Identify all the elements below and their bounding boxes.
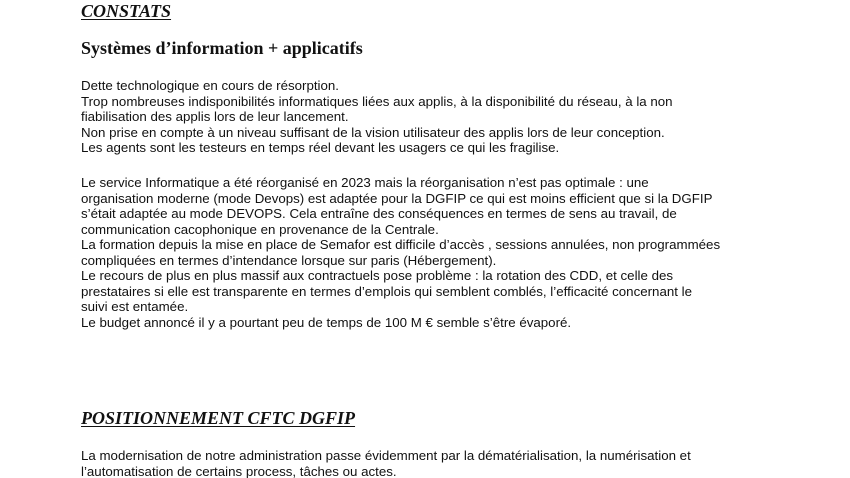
text-line: prestataires si elle est transparente en termes d’emplois qui semblent comblés, l’efficacité concernant le [81,283,692,299]
constats-paragraph-2 [81,175,821,330]
text-line: l’automatisation de certains process, tâches ou actes. [81,463,397,478]
section-heading-positionnement: POSITIONNEMENT CFTC DGFIP [81,408,356,428]
text-line: compliquées en termes d’intendance lorsque sur paris (Hébergement). [81,252,497,268]
text-line: Le service Informatique a été réorganisé en 2023 mais la réorganisation n’est pas optimale : une [81,175,649,190]
text-line: communication cacophonique en provenance de la Centrale. [81,221,439,237]
text-line: fiabilisation des applis lors de leur lancement. [81,109,349,124]
text-line: Dette technologique en cours de résorption. [81,78,339,93]
positionnement-paragraph-1 [81,448,821,478]
section-heading-constats: CONSTATS [81,1,172,21]
text-line: Le budget annoncé il y a pourtant peu de temps de 100 M € semble s’être évaporé. [81,314,572,330]
subheading-systemes-information: Systèmes d’information + applicatifs [81,38,363,58]
text-line: Trop nombreuses indisponibilités informatiques liées aux applis, à la disponibilité du réseau, à la non [81,93,673,109]
text-line: Les agents sont les testeurs en temps réel devant les usagers ce qui les fragilise. [81,140,560,155]
text-line: s’était adaptée au mode DEVOPS. Cela entraîne des conséquences en termes de sens au travail, de [81,206,677,221]
text-line: Non prise en compte à un niveau suffisant de la vision utilisateur des applis lors de leur conception. [81,124,665,140]
text-line: La formation depuis la mise en place de Semafor est difficile d’accès , sessions annulées, non programmées [81,237,721,252]
text-line: organisation moderne (mode Devops) est adaptée pour la DGFIP ce qui est moins efficient que si la DGFIP [81,190,713,206]
text-line: Le recours de plus en plus massif aux contractuels pose problème : la rotation des CDD, et celle des [81,268,674,283]
constats-paragraph-1 [81,78,821,156]
text-line: La modernisation de notre administration passe évidemment par la dématérialisation, la numérisation et [81,448,691,463]
text-line: suivi est entamée. [81,299,189,314]
